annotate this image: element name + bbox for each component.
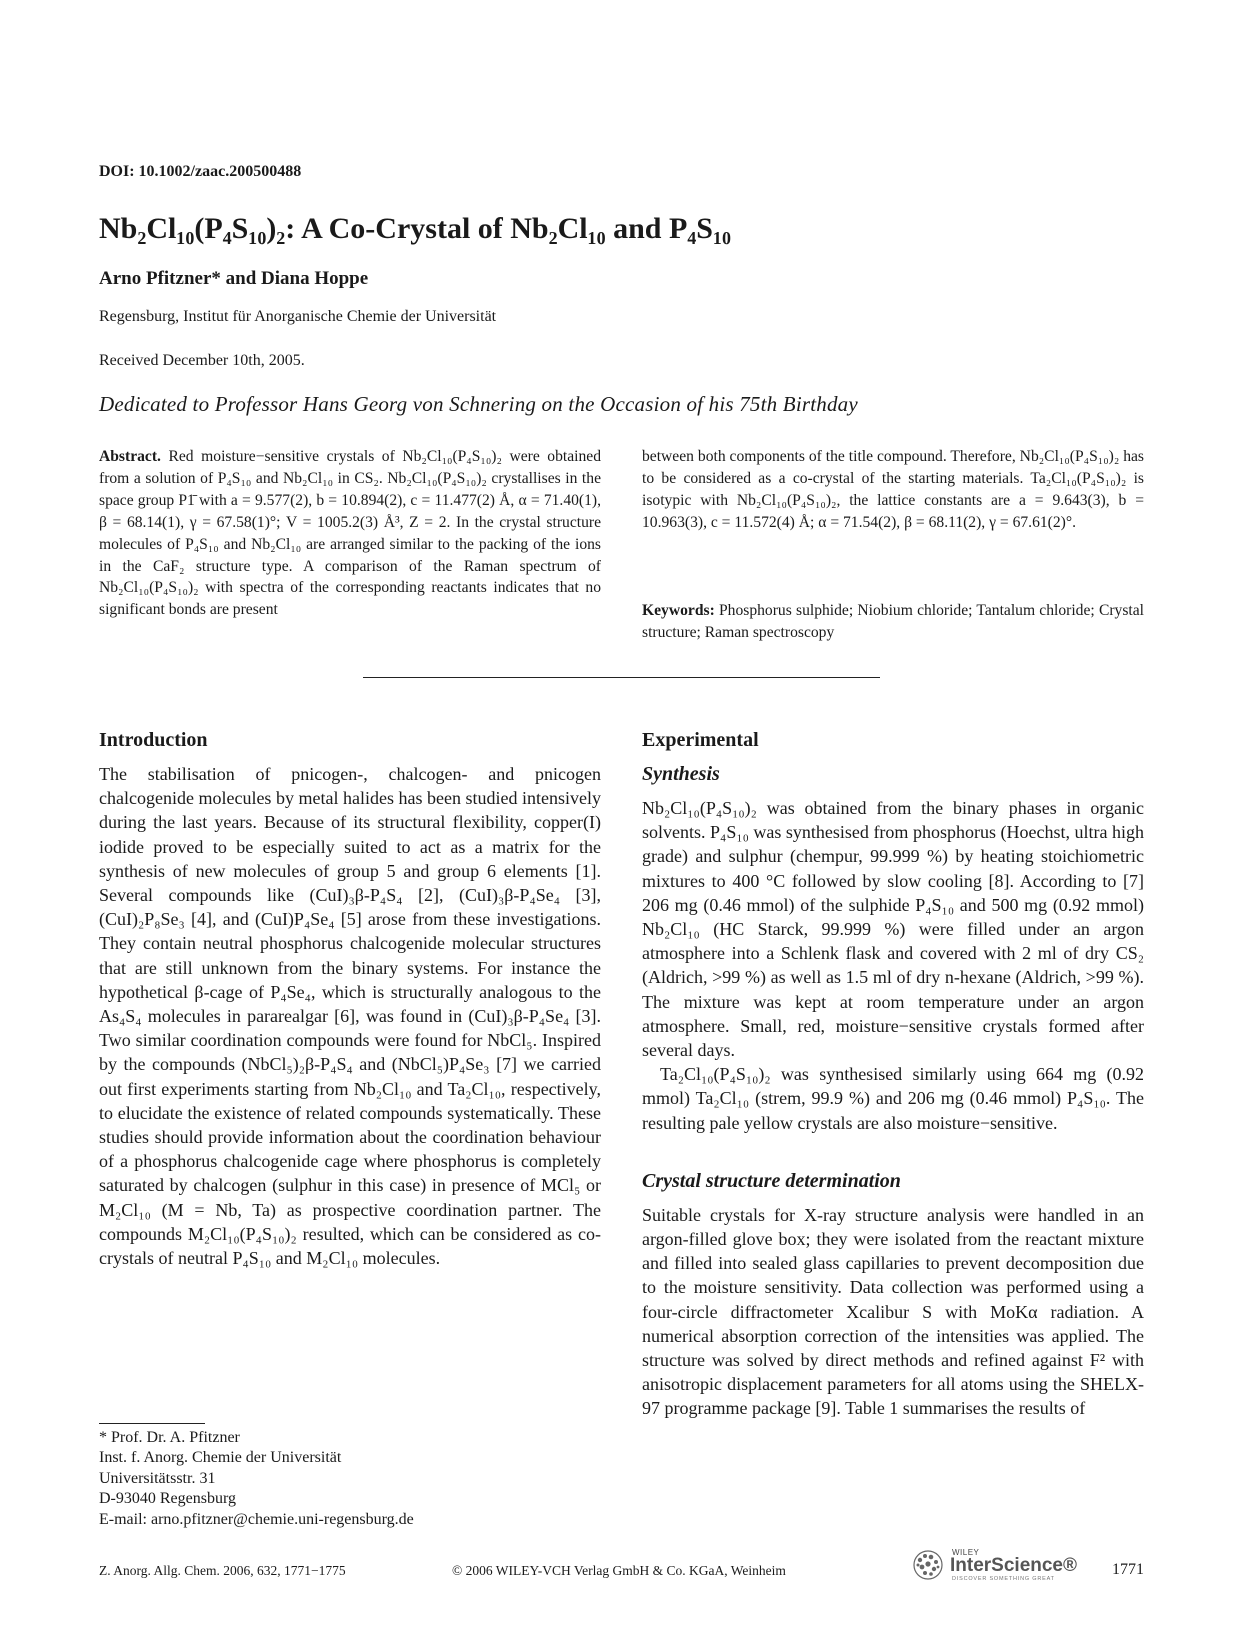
section-divider xyxy=(363,677,880,678)
affiliation: Regensburg, Institut für Anorganische Chemie der Universität xyxy=(99,308,497,325)
page-number: 1771 xyxy=(1112,1561,1144,1578)
experimental-heading: Experimental xyxy=(642,729,759,751)
journal-citation: Z. Anorg. Allg. Chem. 2006, 632, 1771−1775 xyxy=(99,1563,346,1578)
logo-wiley: WILEY xyxy=(952,1548,980,1557)
doi: DOI: 10.1002/zaac.200500488 xyxy=(99,163,302,180)
abstract-right: between both components of the title compound. Therefore, Nb₂Cl₁₀(P₄S₁₀)₂ has to be considered as a co-crystal of the starting materials. Ta₂Cl₁₀(P₄S₁₀)₂ is isotypic with Nb₂Cl₁₀(P₄S₁₀)₂, the lattice constants are a = 9.643(3), b = 10.963(3), c = 11.572(4) Å; α = 71.54(2), β = 68.11(2), γ = 67.61(2)°. xyxy=(642,448,1144,531)
introduction-column xyxy=(99,728,601,1270)
globe-icon xyxy=(910,1547,946,1583)
footnote-rule xyxy=(99,1423,205,1424)
synthesis-paragraph-1: Nb₂Cl₁₀(P₄S₁₀)₂ was obtained from the binary phases in organic solvents. P₄S₁₀ was synthesised from phosphorus (Hoechst, ultra high grade) and sulphur (chempur, 99.999 %) by heating stoichiometric mixtures to 400 °C followed by slow cooling [8]. According to [7] 206 mg (0.46 mmol) of the sulphide P₄S₁₀ and 500 mg (0.92 mmol) Nb₂Cl₁₀ (HC Starck, 99.999 %) were filled under an argon atmosphere into a Schlenk flask and covered with 2 ml of dry CS₂ (Aldrich, >99 %) as well as 1.5 ml of dry n-hexane (Aldrich, >99 %). The mixture was kept at room temperature under an argon atmosphere. Small, red, moisture−sensitive crystals formed after several days. xyxy=(642,798,1144,1061)
experimental-column xyxy=(642,728,1144,1421)
introduction-text: The stabilisation of pnicogen-, chalcogen- and pnicogen chalcogenide molecules by metal halides has been studied intensively during the last years. Because of its structural flexibility, copper(I) iodide proved to be especially suited to act as a matrix for the synthesis of new molecules of group 5 and group 6 elements [1]. Several compounds like (CuI)₃β-P₄S₄ [2], (CuI)₃β-P₄Se₄ [3], (CuI)₂P₈Se₃ [4], and (CuI)P₄Se₄ [5] arose from these investigations. They contain neutral phosphorus chalcogenide molecular structures that are still unknown from the binary systems. For instance the hypothetical β-cage of P₄Se₄, which is structurally analogous to the As₄S₄ molecules in pararealgar [6], was found in (CuI)₃β-P₄Se₄ [3]. Two similar coordination compounds were found for NbCl₅. Inspired by the compounds (NbCl₅)₂β-P₄S₄ and (NbCl₅)P₄Se₃ [7] we carried out first experiments starting from Nb₂Cl₁₀ and Ta₂Cl₁₀, respectively, to elucidate the existence of related compounds systematically. These studies should provide information about the coordination behaviour of a phosphorus chalcogenide cage where phosphorus is completely saturated by chalcogen (sulphur in this case) in presence of MCl₅ or M₂Cl₁₀ (M = Nb, Ta) as prospective coordination partner. The compounds M₂Cl₁₀(P₄S₁₀)₂ resulted, which can be considered as co-crystals of neutral P₄S₁₀ and M₂Cl₁₀ molecules. xyxy=(99,764,601,1269)
footnote-line: Universitätsstr. 31 xyxy=(99,1469,216,1487)
interscience-logo xyxy=(910,1546,1077,1584)
footnote-line: * Prof. Dr. A. Pfitzner xyxy=(99,1429,240,1446)
keywords xyxy=(642,600,1144,644)
footnote xyxy=(99,1428,414,1530)
logo-interscience: InterScience® xyxy=(950,1555,1077,1576)
synthesis-heading: Synthesis xyxy=(642,763,720,785)
synthesis-paragraph-2: Ta₂Cl₁₀(P₄S₁₀)₂ was synthesised similarly using 664 mg (0.92 mmol) Ta₂Cl₁₀ (strem, 99.9 %) and 206 mg (0.46 mmol) P₄S₁₀. The resulting pale yellow crystals are also moisture−sensitive. xyxy=(642,1064,1144,1133)
footnote-line: Inst. f. Anorg. Chemie der Universität xyxy=(99,1449,342,1467)
abstract-text-left: Red moisture−sensitive crystals of Nb₂Cl₁₀(P₄S₁₀)₂ were obtained from a solution of P₄S₁₀ and Nb₂Cl₁₀ in CS₂. Nb₂Cl₁₀(P₄S₁₀)₂ crystallises in the space group P1̄ with a = 9.577(2), b = 10.894(2), c = 11.477(2) Å, α = 71.40(1), β = 68.14(1), γ = 67.58(1)°; V = 1005.2(3) Å³, Z = 2. In the crystal structure molecules of P₄S₁₀ and Nb₂Cl₁₀ are arranged similar to the packing of the ions in the CaF₂ structure type. A comparison of the Raman spectrum of Nb₂Cl₁₀(P₄S₁₀)₂ with spectra of the corresponding reactants indicates that no significant bonds are present xyxy=(99,448,601,619)
keywords-text: Phosphorus sulphide; Niobium chloride; Tantalum chloride; Crystal structure; Raman spectroscopy xyxy=(642,602,1144,641)
authors: Arno Pfitzner* and Diana Hoppe xyxy=(99,268,369,289)
crystal-structure-paragraph: Suitable crystals for X-ray structure analysis were handled in an argon-filled glove box; they were isolated from the reactant mixture and filled into sealed glass capillaries to prevent decomposition due to the moisture sensitivity. Data collection was performed using a four-circle diffractometer Xcalibur S with MoKα radiation. A numerical absorption correction of the intensities was applied. The structure was solved by direct methods and refined against F² with anisotropic displacement parameters for all atoms using the SHELX-97 programme package [9]. Table 1 summarises the results of xyxy=(642,1204,1144,1419)
copyright: © 2006 WILEY-VCH Verlag GmbH & Co. KGaA, Weinheim xyxy=(452,1563,786,1578)
crystal-structure-heading: Crystal structure determination xyxy=(642,1169,901,1192)
footnote-line: D-93040 Regensburg xyxy=(99,1490,237,1508)
dedication: Dedicated to Professor Hans Georg von Schnering on the Occasion of his 75th Birthday xyxy=(99,392,858,416)
keywords-label: Keywords: xyxy=(642,602,715,619)
received-date: Received December 10th, 2005. xyxy=(99,352,305,369)
introduction-heading: Introduction xyxy=(99,729,208,751)
footnote-email: E-mail: arno.pfitzner@chemie.uni-regensburg.de xyxy=(99,1510,414,1528)
abstract-left xyxy=(99,446,601,621)
logo-tagline: DISCOVER SOMETHING GREAT xyxy=(952,1576,1055,1582)
abstract-label: Abstract. xyxy=(99,448,161,465)
article-title: Nb₂Cl₁₀(P₄S₁₀)₂: A Co-Crystal of Nb₂Cl₁₀ and P₄S₁₀ xyxy=(99,212,731,245)
